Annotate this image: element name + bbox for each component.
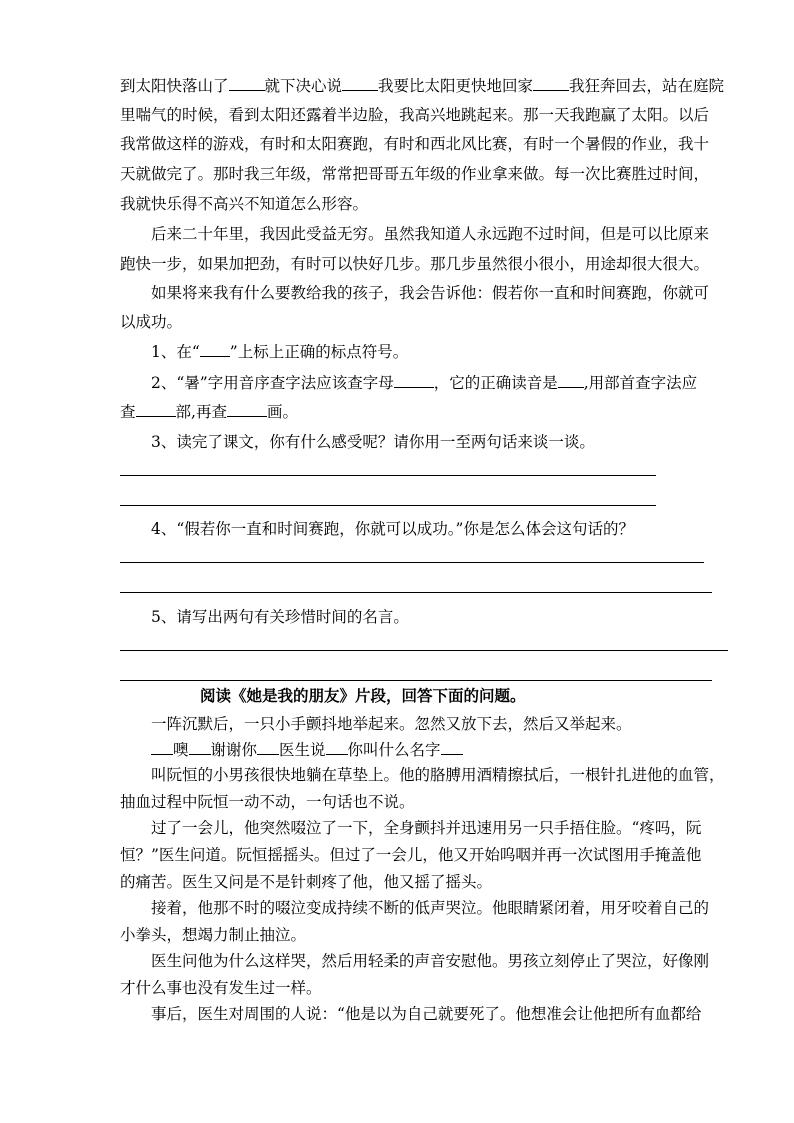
question-4: 4、“假若你一直和时间赛跑，你就可以成功。”你是怎么体会这句话的？	[151, 520, 634, 538]
para1-line4: 天就做完了。那时我三年级，常常把哥哥五年级的作业拿来做。每一次比赛胜过时间，	[120, 165, 710, 183]
text-segment: 查	[120, 403, 136, 421]
question-1	[151, 342, 408, 362]
reading-line: 事后，医生对周围的人说：“他是以为自己就要死了。他想准会让他把所有血都给	[151, 1005, 702, 1023]
text-segment: 1、在“	[151, 343, 200, 361]
text-segment: 画。	[266, 403, 298, 421]
answer-line[interactable]	[120, 562, 704, 563]
fill-blank[interactable]	[342, 76, 378, 91]
reading-line: 恒？”医生问道。阮恒摇摇头。但过了一会儿，他又开始呜咽并再一次试图用手掩盖他	[120, 846, 702, 864]
para1-line1	[120, 76, 724, 96]
text-segment: 我狂奔回去，站在庭院	[569, 77, 725, 95]
fill-blank[interactable]	[533, 76, 569, 91]
reading-title: 阅读《她是我的朋友》片段，回答下面的问题。	[200, 686, 526, 705]
fill-blank[interactable]	[257, 740, 279, 755]
text-segment: 2、“暑”字用音序查字法应该查字母	[151, 374, 394, 392]
para1-line3: 我常做这样的游戏，有时和太阳赛跑，有时和西北风比赛，有时一个暑假的作业，我十	[120, 135, 710, 153]
reading-line: 小拳头，想竭力制止抽泣。	[120, 926, 307, 944]
question-2-line1	[151, 373, 697, 393]
reading-line: 过了一会儿，他突然啜泣了一下，全身颤抖并迅速用另一只手捂住脸。“疼吗，阮	[151, 819, 702, 837]
text-segment: 我要比太阳更快地回家	[378, 77, 534, 95]
answer-line[interactable]	[120, 505, 656, 506]
para2-line2: 跑快一步，如果加把劲，有时可以快好几步。那几步虽然很小很小，用途却很大很大。	[120, 255, 710, 273]
reading-line: 医生问他为什么这样哭，然后用轻柔的声音安慰他。男孩立刻停止了哭泣，好像刚	[151, 952, 710, 970]
reading-line: 叫阮恒的小男孩很快地躺在草垫上。他的胳膊用酒精擦拭后，一根针扎进他的血管，	[151, 766, 725, 784]
fill-blank[interactable]	[394, 373, 434, 388]
fill-blank[interactable]	[200, 342, 230, 357]
fill-blank[interactable]	[326, 740, 348, 755]
fill-blank[interactable]	[441, 740, 463, 755]
text-segment: 就下决心说	[264, 77, 343, 95]
reading-dialogue	[151, 740, 463, 760]
reading-line: 抽血过程中阮恒一动不动，一句话也不说。	[120, 793, 415, 811]
text-segment: 医生说	[279, 741, 326, 759]
text-segment: 你叫什么名字	[347, 741, 441, 759]
answer-line[interactable]	[120, 680, 712, 681]
text-segment: ,用部首查字法应	[583, 374, 698, 392]
text-segment: 噢	[173, 741, 189, 759]
reading-line: 的痛苦。医生又问是不是针刺疼了他，他又摇了摇头。	[120, 873, 493, 891]
answer-line[interactable]	[120, 650, 728, 651]
question-5: 5、请写出两句有关珍惜时间的名言。	[151, 608, 409, 626]
text-segment: 部,再查	[175, 403, 227, 421]
para1-line5: 我就快乐得不高兴不知道怎么形容。	[120, 195, 369, 213]
question-3: 3、读完了课文，你有什么感受呢？请你用一至两句话来谈一谈。	[151, 433, 595, 451]
reading-line: 接着，他那不时的啜泣变成持续不断的低声哭泣。他眼睛紧闭着，用牙咬着自己的	[151, 899, 710, 917]
text-segment: ，它的正确读音是	[433, 374, 558, 392]
para3-line1: 如果将来我有什么要教给我的孩子，我会告诉他：假若你一直和时间赛跑，你就可	[151, 284, 710, 302]
text-segment: ”上标上正确的标点符号。	[229, 343, 409, 361]
fill-blank[interactable]	[229, 76, 265, 91]
answer-line[interactable]	[120, 475, 656, 476]
answer-line[interactable]	[120, 592, 712, 593]
question-2-line2	[120, 402, 298, 422]
reading-line: 才什么事也没有发生过一样。	[120, 979, 322, 997]
para1-line2: 里喘气的时候，看到太阳还露着半边脸，我高兴地跳起来。那一天我跑赢了太阳。以后	[120, 106, 710, 124]
para3-line2: 以成功。	[120, 313, 183, 331]
text-segment: 谢谢你	[210, 741, 258, 759]
para2-line1: 后来二十年里，我因此受益无穷。虽然我知道人永远跑不过时间，但是可以比原来	[151, 225, 710, 243]
fill-blank[interactable]	[136, 402, 176, 417]
fill-blank[interactable]	[558, 373, 584, 388]
reading-line: 一阵沉默后，一只小手颤抖地举起来。忽然又放下去，然后又举起来。	[151, 715, 632, 733]
fill-blank[interactable]	[227, 402, 267, 417]
text-segment: 到太阳快落山了	[120, 77, 229, 95]
fill-blank[interactable]	[151, 740, 173, 755]
fill-blank[interactable]	[189, 740, 211, 755]
